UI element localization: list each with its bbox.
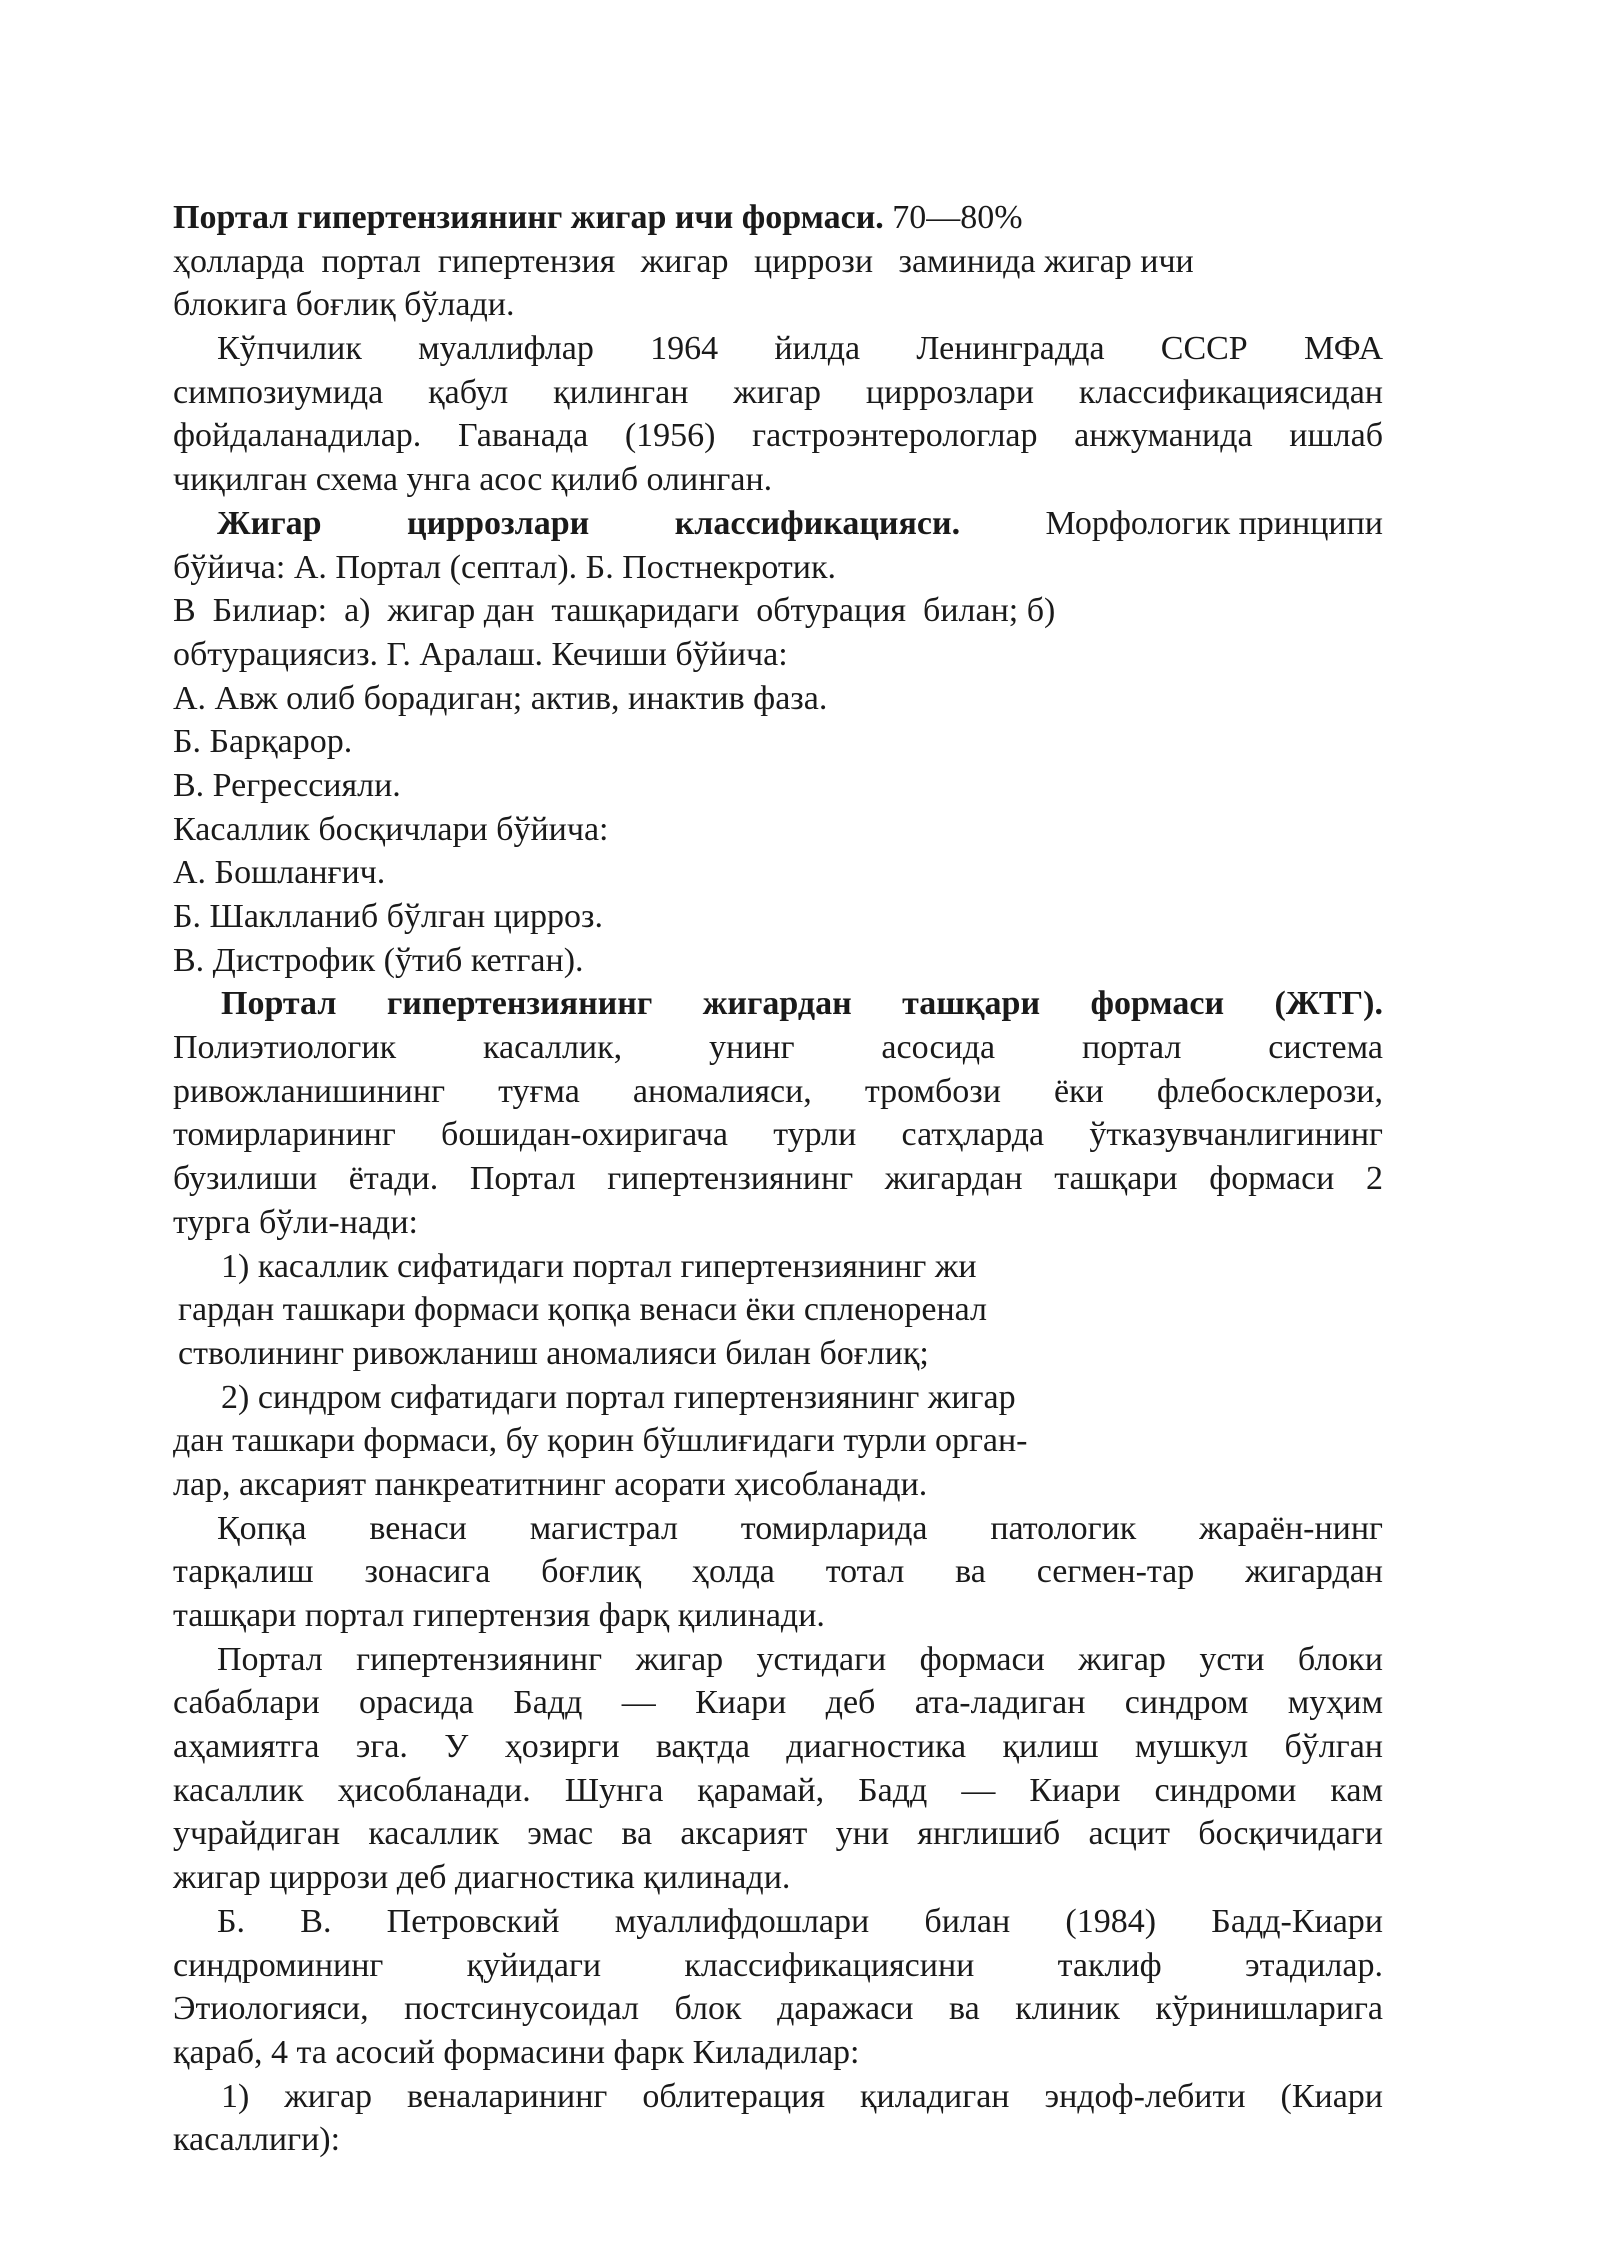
para1-line3: блокига боғлиқ бўлади. [173, 286, 515, 324]
para2-line4: чиқилган схема унга асос қилиб олинган. [173, 461, 773, 499]
list2-line2: дан ташкари формаси, бу қорин бўшлиғидаги турли орган- [173, 1422, 1028, 1460]
para7-line1: Б. В. Петровский муаллифдошлари билан (1984) Бадд-Киари [217, 1902, 1383, 1940]
para3-line11: В. Дистрофик (ўтиб кетган). [173, 941, 584, 979]
para6-line1: Портал гипертензиянинг жигар устидаги формаси жигар усти блоки [217, 1640, 1383, 1678]
list3-line2: касаллиги): [173, 2121, 341, 2159]
para1-line2: ҳолларда портал гипертензия жигар циррози заминида жигар ичи [173, 242, 1194, 280]
list1-line1: 1) касаллик сифатидаги портал гипертензиянинг жи [221, 1247, 977, 1285]
para4-line6: турга бўли-нади: [173, 1203, 418, 1241]
para5-line2: тарқалиш зонасига боғлиқ ҳолда тотал ва сегмен-тар жигардан [173, 1553, 1383, 1591]
para4-line5: бузилиши ётади. Портал гипертензиянинг жигардан ташқари формаси 2 [173, 1160, 1383, 1198]
para3-heading-word1: Жигар [217, 504, 322, 542]
para3-line6: Б. Барқарор. [173, 723, 353, 761]
para4-line4: томирларининг бошидан-охиригача турли сатҳларда ўтказувчанлигининг [173, 1116, 1383, 1154]
list1-line2: гардан ташкари формаси қопқа венаси ёки спленоренал [178, 1291, 988, 1329]
para3-heading-rest: Морфологик принципи [1045, 504, 1383, 542]
list3-line1: 1) жигар веналарининг облитерация қиладиган эндоф-лебити (Киари [221, 2077, 1383, 2115]
para3-line2: бўйича: А. Портал (септал). Б. Постнекротик. [173, 548, 836, 586]
para2-line1: Кўпчилик муаллифлар 1964 йилда Ленинградда СССР МФА [217, 330, 1383, 368]
para6-line5: учрайдиган касаллик эмас ва аксарият уни янглишиб асцит босқичидаги [173, 1815, 1383, 1853]
para4-line3: ривожланишининг туғма аномалияси, тромбози ёки флебосклерози, [173, 1072, 1383, 1110]
para4-heading: Портал гипертензиянинг жигардан ташқари формаси (ЖТГ). [221, 985, 1383, 1023]
para3-line1 [173, 502, 1383, 546]
para3-line4: обтурациясиз. Г. Аралаш. Кечиши бўйича: [173, 635, 788, 673]
para3-line10: Б. Шаклланиб бўлган цирроз. [173, 898, 603, 935]
para6-line2: сабаблари орасида Бадд — Киари деб ата-ладиган синдром муҳим [173, 1684, 1383, 1722]
para2-line2: симпозиумида қабул қилинган жигар циррозлари классификациясидан [173, 373, 1383, 411]
para3-line7: В. Регрессияли. [173, 766, 401, 804]
para6-line6: жигар циррози деб диагностика қилинади. [173, 1859, 791, 1897]
para3-line9: А. Бошланғич. [173, 854, 386, 892]
para2-line3: фойдаланадилар. Гаванада (1956) гастроэнтерологлар анжуманида ишлаб [173, 417, 1383, 455]
para3-line3: В Билиар: а) жигар дан ташқаридаги обтурация билан; б) [173, 592, 1056, 630]
para1-line1 [173, 196, 1383, 240]
para6-line4: касаллик ҳисобланади. Шунга қарамай, Бадд — Киари синдроми кам [173, 1771, 1383, 1809]
para1-heading-rest: 70—80% [883, 199, 1023, 236]
para6-line3: аҳамиятга эга. У ҳозирги вақтда диагностика қилиш мушкул бўлган [173, 1728, 1383, 1766]
para5-line3: ташқари портал гипертензия фарқ қилинади. [173, 1597, 825, 1634]
para3-heading-word2: циррозлари [407, 504, 590, 542]
para3-heading-word3: классификацияси. [674, 504, 961, 542]
list2-line1: 2) синдром сифатидаги портал гипертензиянинг жигар [221, 1378, 1016, 1416]
para4-line2: Полиэтиологик касаллик, унинг асосида портал система [173, 1029, 1383, 1067]
document-page [173, 196, 1383, 2162]
para7-line4: қараб, 4 та асосий формасини фарк Киладилар: [173, 2033, 860, 2071]
para3-line5: А. Авж олиб борадиган; актив, инактив фаза. [173, 679, 828, 717]
para3-line8: Касаллик босқичлари бўйича: [173, 810, 609, 848]
para7-line3: Этиологияси, постсинусоидал блок даражаси ва клиник кўринишларига [173, 1990, 1383, 2028]
para5-line1: Қопқа венаси магистрал томирларида патологик жараён-нинг [217, 1509, 1383, 1547]
para1-heading: Портал гипертензиянинг жигар ичи формаси. [173, 199, 884, 236]
para7-line2: синдромининг қуйидаги классификациясини таклиф этадилар. [173, 1946, 1383, 1984]
list2-line3: лар, аксарият панкреатитнинг асорати ҳисобланади. [173, 1465, 928, 1503]
list1-line3: стволининг ривожланиш аномалияси билан боғлиқ; [178, 1334, 929, 1372]
